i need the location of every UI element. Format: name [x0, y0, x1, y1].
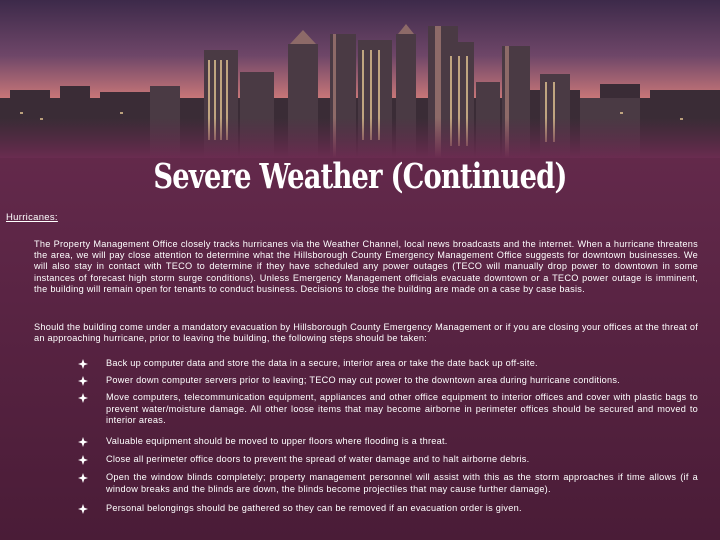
- diamond-bullet-icon: [78, 437, 88, 447]
- list-item: [78, 375, 698, 386]
- steps-list: [78, 358, 698, 514]
- diamond-bullet-icon: [78, 359, 88, 369]
- step-text: Personal belongings should be gathered so they can be removed if an evacuation order is given.: [106, 502, 522, 513]
- list-item: [78, 436, 698, 447]
- list-item: [78, 472, 698, 494]
- step-text: Back up computer data and store the data in a secure, interior area or take the date back up off-site.: [106, 358, 538, 368]
- list-item: [78, 392, 698, 426]
- list-item: [78, 503, 698, 514]
- slide-title: Severe Weather (Continued): [153, 156, 567, 197]
- diamond-bullet-icon: [78, 393, 88, 403]
- city-skyline-image: [0, 0, 720, 158]
- diamond-bullet-icon: [78, 504, 88, 514]
- section-label-hurricanes: Hurricanes:: [6, 212, 58, 223]
- paragraph-evacuation: Should the building come under a mandatory evacuation by Hillsborough County Emergency Management or if you are closing your offices at the threat of an approaching hurricane, prior to leaving the building, the following steps should be taken:: [34, 322, 698, 344]
- step-text: Move computers, telecommunication equipment, appliances and other office equipment to interior offices and cover with plastic bags to prevent water/moisture damage. All other loose items that may become airborne in perimeter offices should be secured and moved to interior areas.: [106, 392, 698, 425]
- list-item: [78, 358, 698, 369]
- paragraph-monitoring: The Property Management Office closely tracks hurricanes via the Weather Channel, local news broadcasts and the internet. When a hurricane threatens the area, we will pay close attention to determine what the Hillsborough County Emergency Management Office suggests for downtown businesses. We will also stay in contact with TECO to determine if they have scheduled any power outages (TECO will manually drop power to downtown in some instances of forecast high storm surge conditions). Unless Emergency Management officials evacuate downtown or a TECO power outage is imminent, the building will remain open for tenants to conduct business. Decisions to close the building are made on a case by case basis.: [34, 239, 698, 294]
- step-text: Open the window blinds completely; property management personnel will assist with this as the storm approaches if time allows (if a window breaks and the blinds are down, the blinds become projectiles that may cause further damage).: [106, 472, 698, 494]
- diamond-bullet-icon: [78, 473, 88, 483]
- diamond-bullet-icon: [78, 376, 88, 386]
- step-text: Close all perimeter office doors to prevent the spread of water damage and to halt airborne debris.: [106, 454, 530, 465]
- diamond-bullet-icon: [78, 455, 88, 465]
- step-text: Valuable equipment should be moved to upper floors where flooding is a threat.: [106, 436, 448, 447]
- list-item: [78, 454, 698, 465]
- step-text: Power down computer servers prior to leaving; TECO may cut power to the downtown area during hurricane conditions.: [106, 375, 620, 386]
